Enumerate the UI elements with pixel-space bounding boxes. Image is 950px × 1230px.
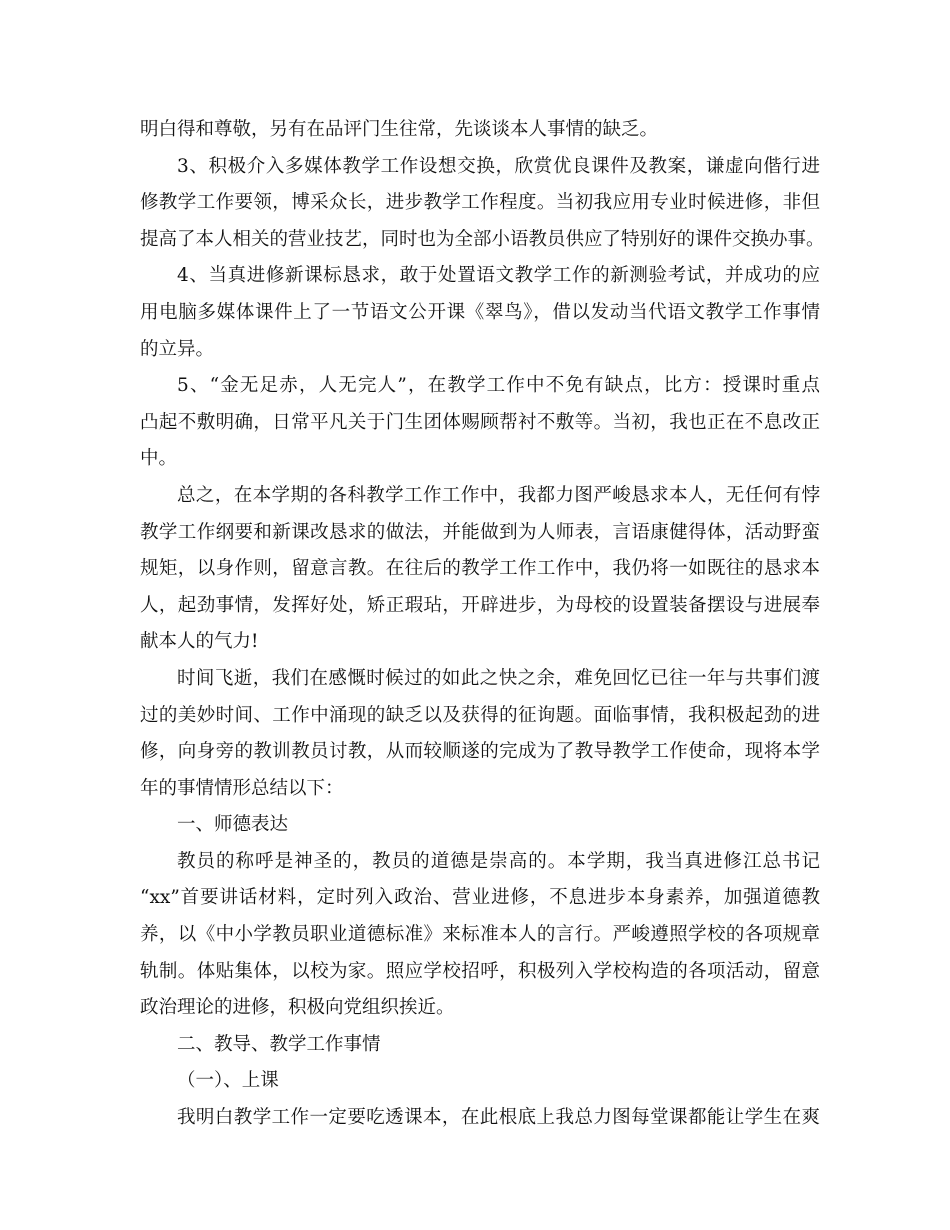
paragraph-line: 养，以《中小学教员职业道德标准》来标准本人的言行。严峻遵照学校的各项规章 xyxy=(140,924,820,946)
paragraph-line: 提高了本人相关的营业技艺，同时也为全部小语教员供应了特别好的课件交换办事。 xyxy=(140,228,825,250)
paragraph-line: 4、当真进修新课标恳求，敢于处置语文教学工作的新测验考试，并成功的应 xyxy=(177,265,820,287)
subsection-heading: （一）、上课 xyxy=(177,1070,279,1092)
paragraph-line: 修，向身旁的教训教员讨教，从而较顺遂的完成为了教导教学工作使命，现将本学 xyxy=(140,741,820,763)
paragraph-line: 政治理论的进修，积极向党组织挨近。 xyxy=(140,997,455,1019)
paragraph-line: 3、积极介入多媒体教学工作设想交换，欣赏优良课件及教案，谦虚向偕行进 xyxy=(177,155,820,177)
paragraph-line: 5、“金无足赤，人无完人”，在教学工作中不免有缺点，比方：授课时重点 xyxy=(177,375,820,397)
paragraph-line: 明白得和尊敬，另有在品评门生往常，先谈谈本人事情的缺乏。 xyxy=(140,119,659,140)
paragraph-line: “xx”首要讲话材料，定时列入政治、营业进修，不息进步本身素养，加强道德教 xyxy=(140,887,820,909)
paragraph-line: 修教学工作要领，博采众长，进步教学工作程度。当初我应用专业时候进修，非但 xyxy=(140,192,820,214)
paragraph-line: 用电脑多媒体课件上了一节语文公开课《翠鸟》，借以发动当代语文教学工作事情 xyxy=(140,301,820,323)
paragraph-line: 规矩，以身作则，留意言教。在往后的教学工作工作中，我仍将一如既往的恳求本 xyxy=(140,558,820,580)
document-page xyxy=(140,112,825,1137)
paragraph-line: 时间飞逝，我们在感慨时候过的如此之快之余，难免回忆已往一年与共事们渡 xyxy=(177,667,820,689)
paragraph-line: 年的事情情形总结以下： xyxy=(140,777,344,799)
paragraph-line: 中。 xyxy=(140,448,178,470)
section-heading: 一、师德表达 xyxy=(177,814,289,836)
paragraph-line: 人，起劲事情，发挥好处，矫正瑕玷，开辟进步，为母校的设置装备摆设与进展奉 xyxy=(140,594,820,616)
paragraph-line: 教学工作纲要和新课改恳求的做法，并能做到为人师表，言语康健得体，活动野蛮 xyxy=(140,521,820,543)
paragraph-line: 的立异。 xyxy=(140,338,215,360)
paragraph-line: 献本人的气力! xyxy=(140,631,259,653)
paragraph-line: 我明白教学工作一定要吃透课本，在此根底上我总力图每堂课都能让学生在爽 xyxy=(177,1107,820,1129)
section-heading: 二、教导、教学工作事情 xyxy=(177,1033,381,1055)
paragraph-line: 凸起不敷明确，日常平凡关于门生团体赐顾帮衬不敷等。当初，我也正在不息改正 xyxy=(140,411,820,433)
paragraph-line: 过的美妙时间、工作中涌现的缺乏以及获得的征询题。面临事情，我积极起劲的进 xyxy=(140,704,820,726)
paragraph-line: 教员的称呼是神圣的，教员的道德是崇高的。本学期，我当真进修江总书记 xyxy=(177,850,820,872)
paragraph-line: 轨制。体贴集体，以校为家。照应学校招呼，积极列入学校构造的各项活动，留意 xyxy=(140,960,820,982)
paragraph-line: 总之，在本学期的各科教学工作工作中，我都力图严峻恳求本人，无任何有悖 xyxy=(177,484,820,506)
